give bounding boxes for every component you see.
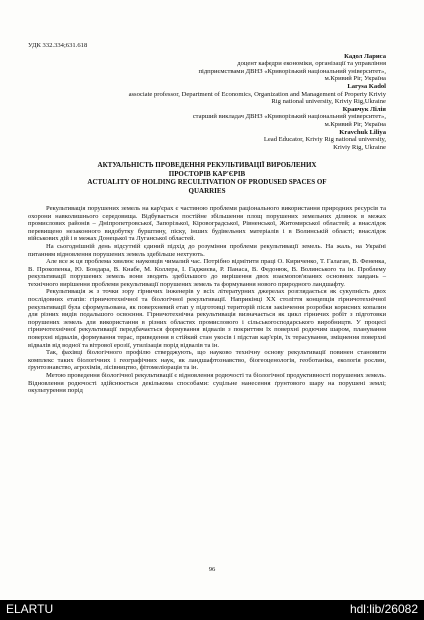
author-entry [28,83,386,106]
title-line: ПРОСТОРІВ КАР'ЄРІВ [168,169,246,178]
author-affiliation: доцент кафедри економіки, організації та управління [237,60,386,68]
author-affiliation: старший викладач ДВНЗ «Криворізький національний університет», [192,113,386,121]
author-name: Кадол Лариса [344,52,386,60]
body-paragraph: Так, фахівці біологічного профілю стверджують, що науково технічну основу рекультивації повинен становити комплекс таких біологічних і географічних наук, як ландшафтознавство, біогеоценологія, геоботаніка, екологія рослин, ґрунтознавство, агрохімія, лісівництво, фітомеліорація та ін. [28,349,386,372]
author-affiliation: associate professor, Department of Economics, Organization and Management of Property Kriviy [128,90,386,98]
article-body [28,205,386,395]
author-affiliation: Lead Educator, Kriviy Rig national university, [263,136,386,144]
author-entry [28,53,386,83]
author-affiliation: Rig national university, Kriviy Rig,Ukraine [271,98,386,106]
author-entry [28,129,386,152]
author-name: Kravchuk Liliya [339,128,386,136]
author-affiliation: м.Кривий Ріг, Україна [324,120,386,128]
page-content [28,42,386,395]
body-paragraph: На сьогоднішній день відсутній єдиний підхід до розуміння проблеми рекультивації земель. На жаль, на Україні питанням відновлення порушених земель здебільше нехтують. [28,242,386,258]
body-paragraph: Рекультивація ж з точки зору гірничих інженерів у всіх літературних джерелах розглядається як сукупність двох послідовних етапів: гірничотехнічної та біологічної рекультивації. Наприкінці ХХ століття концепція гірничотехнічної рекультивації була сформульована, як поверхневий етап у підготовці територій після закінчення розробки корисних копалин для різних видів подальшого освоєння. Гірничотехнічна рекультивація визначається як цикл гірничих робіт з підготовки порушених земель для використання в різних областях промислового і сільськогосподарського виробництв. У процесі гірничотехнічної рекультивації передбачається формування відвалів з покриттям їх поверхні родючим шаром, планування поверхні відвалів, формування терас, приведення в стійкий стан укосів і підстав кар'єрів, їх терасування, зміцнення поверхні відвалів від водної та вітрової ерозії, утилізація порід відвалів та ін. [28,288,386,349]
body-paragraph: Але все ж ця проблема хвилює науковців чималий час. Потрібно відмітити праці О. Кириченко, Т. Галаган, В. Фененка, В. Прокопенка, Ю. Бондара, В. Кнабе, М. Коллера, І. Гаджиєва, Р. Панаса, В. Федонюк, В. Волинського та ін. Проблему рекультивації порушених земель вони зводять здебільшого до вирішення двох взаємопов'язаних основних завдань – технічного вирішення проблеми рекультивації порушених земель та формування нового природного ландшафту. [28,258,386,288]
footer-bar [0,600,424,620]
body-paragraph: Метою проведення біологічної рекультивації є відновлення родючості та біологічної продуктивності порушених земель. Відновлення родючості здійснюється декількома способами: суцільне нанесення ґрунтового шару на порушені землі; окультурення порід [28,372,386,395]
author-block [28,53,386,152]
footer-handle-label: hdl:lib/26082 [349,602,418,616]
author-entry [28,106,386,129]
author-affiliation: підприємствами ДВНЗ «Криворізький національний університет», [198,67,386,75]
title-line: ACTUALITY OF HOLDING RECULTIVATION OF PRODUSED SPACES OF [87,178,327,187]
author-name: Larysa Kadol [347,82,386,90]
author-affiliation: м.Кривий Ріг, Україна [324,75,386,83]
title-line: АКТУАЛЬНІСТЬ ПРОВЕДЕННЯ РЕКУЛЬТИВАЦІЇ ВИРОБЛЕНИХ [97,161,317,170]
article-title [28,161,386,195]
page-number: 96 [208,566,216,573]
title-line: QUARRIES [188,186,226,195]
author-affiliation: Kriviy Rig, Ukraine [333,143,386,151]
udc-code: УДК 332.334;631.618 [28,42,88,49]
body-paragraph: Рекультивація порушених земель на кар'єрах є частиною проблеми раціонального використання природних ресурсів та охорони навколишнього середовища. Відбувається постійне збільшення площ порушених земельних ділянок в межах промислових районів – Дніпропетровської, Запорізької, Кіровоградської, Рівненської, Житомирської областей; а внаслідок перевищено незаконного видобутку бурштину, піску, інших будівельних матеріалів і в Волинській області; внаслідок військових дій і в межах Донецької та Луганської областей. [28,204,386,243]
footer-source-label: ELARTU [6,602,54,616]
author-name: Кравчук Лілія [342,105,386,113]
